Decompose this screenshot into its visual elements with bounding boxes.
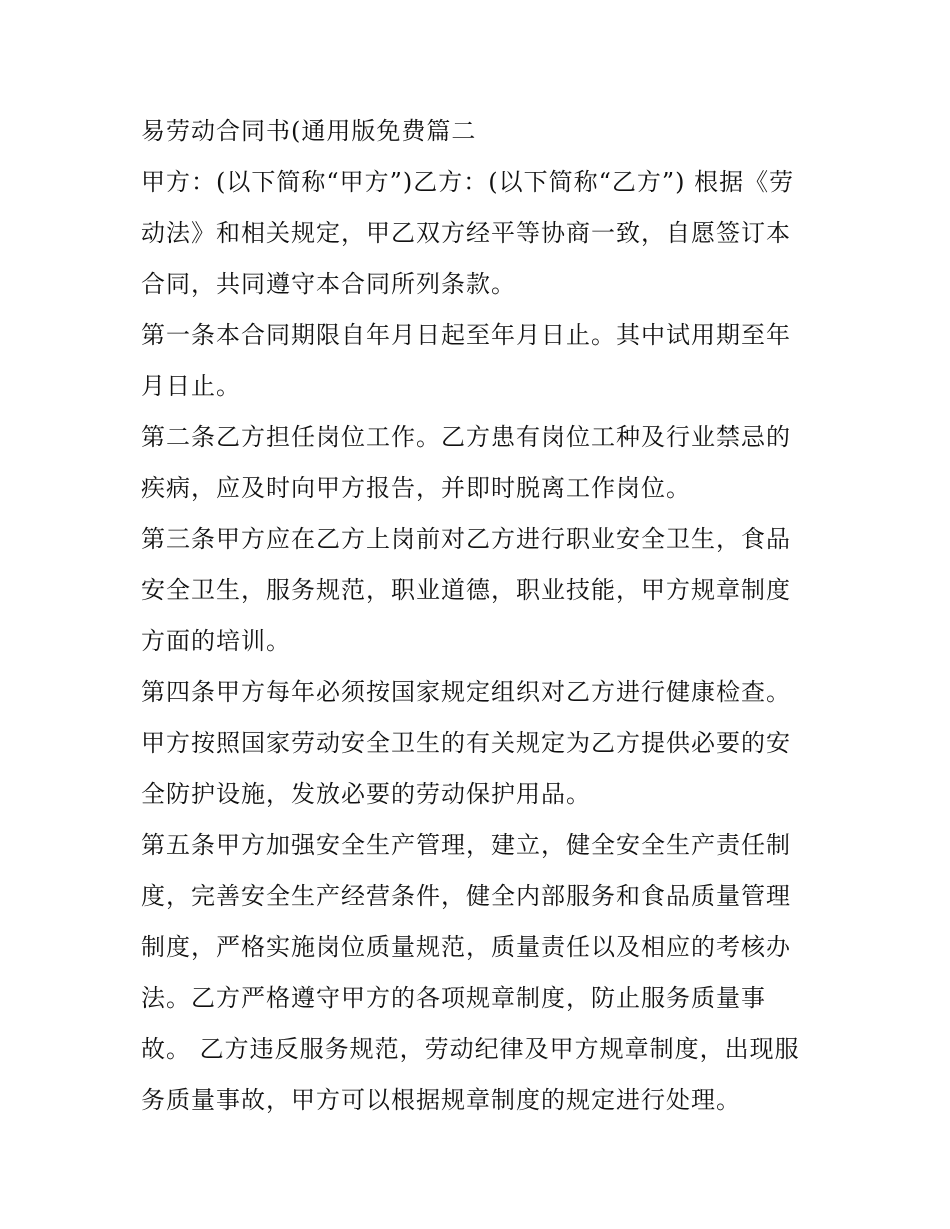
paragraph-parties: 甲方：(以下简称“甲方”)乙方：(以下简称“乙方”) 根据《劳动法》和相关规定，甲乙双方经平等协商一致，自愿签订本合同，共同遵守本合同所列条款。 (141, 168, 795, 298)
paragraph-article-3: 第三条甲方应在乙方上岗前对乙方进行职业安全卫生，食品安全卫生，服务规范，职业道德，职业技能，甲方规章制度方面的培训。 (141, 525, 791, 655)
paragraph-article-2: 第二条乙方担任岗位工作。乙方患有岗位工种及行业禁忌的疾病，应及时向甲方报告，并即时脱离工作岗位。 (141, 423, 791, 502)
paragraph-article-5: 第五条甲方加强安全生产管理，建立，健全安全生产责任制度，完善安全生产经营条件，健全内部服务和食品质量管理制度，严格实施岗位质量规范，质量责任以及相应的考核办法。乙方严格遵守甲方的各项规章制度，防止服务质量事故。 乙方违反服务规范，劳动纪律及甲方规章制度，出现服务质量事故，甲方可以根据规章制度的规定进行处理。 (141, 831, 800, 1114)
paragraph-article-1: 第一条本合同期限自年月日起至年月日止。其中试用期至年月日止。 (141, 321, 791, 400)
document-body (141, 106, 813, 1126)
document-title: 易劳动合同书(通用版免费篇二 (141, 117, 477, 145)
paragraph-article-4: 第四条甲方每年必须按国家规定组织对乙方进行健康检查。甲方按照国家劳动安全卫生的有关规定为乙方提供必要的安全防护设施，发放必要的劳动保护用品。 (141, 678, 791, 808)
